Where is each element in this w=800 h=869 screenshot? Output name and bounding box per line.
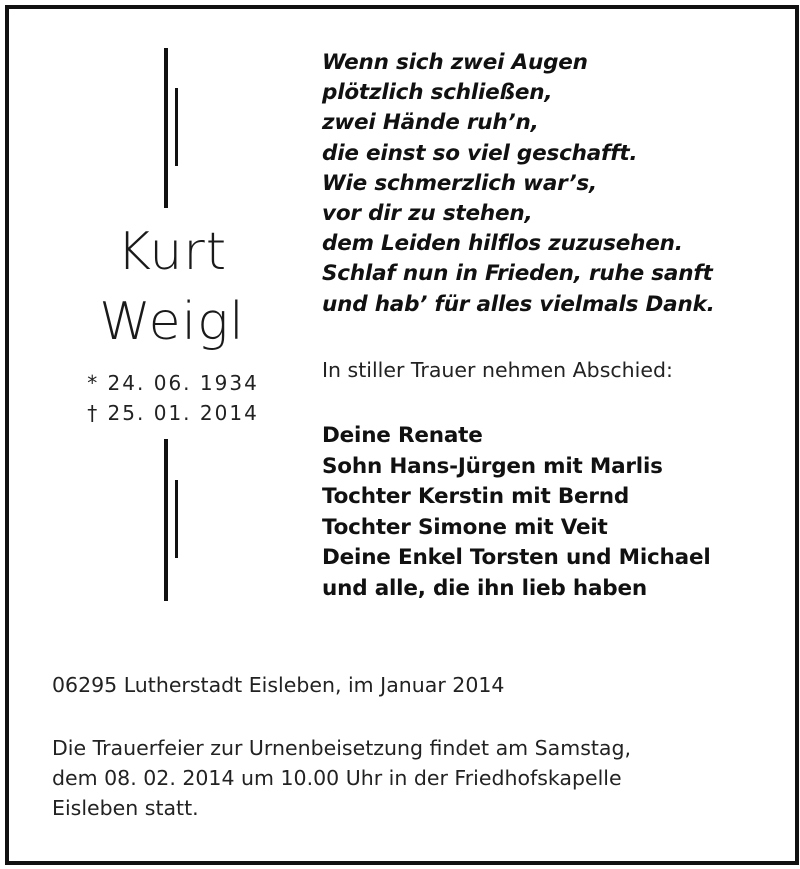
funeral-notice <box>52 733 631 823</box>
mourner-entry: Sohn Hans-Jürgen mit Marlis <box>322 453 663 479</box>
death-date: † 25. 01. 2014 <box>87 401 259 425</box>
poem-line: dem Leiden hilflos zuzusehen. <box>322 231 683 257</box>
place-and-date: 06295 Lutherstadt Eisleben, im Januar 2014 <box>52 673 505 697</box>
mourning-intro: In stiller Trauer nehmen Abschied: <box>322 358 673 382</box>
poem-line: die einst so viel geschafft. <box>322 140 638 166</box>
mourner-entry: und alle, die ihn lieb haben <box>322 575 647 601</box>
funeral-line: Die Trauerfeier zur Urnenbeisetzung findet am Samstag, <box>52 736 632 760</box>
memorial-poem <box>322 48 715 320</box>
poem-line: Wenn sich zwei Augen <box>322 50 588 75</box>
mourner-entry: Tochter Kerstin mit Bernd <box>322 484 630 509</box>
decor-bar-bottom-short <box>175 480 178 558</box>
poem-line: und hab’ für alles vielmals Dank. <box>322 291 715 317</box>
poem-line: vor dir zu stehen, <box>322 200 533 226</box>
decor-bar-bottom-long <box>164 439 168 601</box>
decor-bar-top-short <box>175 88 178 166</box>
deceased-first-name: Kurt <box>116 222 228 282</box>
mourner-entry: Deine Renate <box>322 423 483 448</box>
birth-date: * 24. 06. 1934 <box>87 371 259 395</box>
poem-line: Schlaf nun in Frieden, ruhe sanft <box>322 261 713 287</box>
mourners-list <box>322 421 711 604</box>
mourner-entry: Deine Enkel Torsten und Michael <box>322 545 711 570</box>
decor-bar-top-long <box>164 48 168 208</box>
funeral-line: Eisleben statt. <box>52 796 199 820</box>
poem-line: Wie schmerzlich war’s, <box>322 170 597 196</box>
poem-line: plötzlich schließen, <box>322 80 553 106</box>
poem-line: zwei Hände ruh’n, <box>322 110 539 136</box>
deceased-last-name: Weigl <box>99 292 245 352</box>
mourner-entry: Tochter Simone mit Veit <box>322 514 608 540</box>
funeral-line: dem 08. 02. 2014 um 10.00 Uhr in der Friedhofskapelle <box>52 766 622 790</box>
